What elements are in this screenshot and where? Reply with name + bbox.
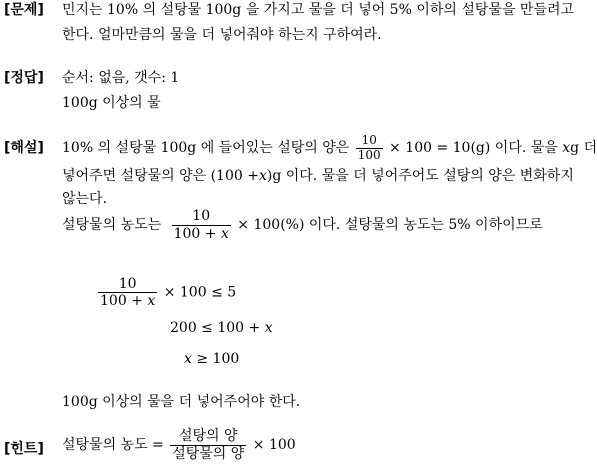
fraction-numerator: 설탕의 양 — [179, 428, 238, 445]
explanation-line-3: 않는다. — [62, 191, 108, 207]
explanation-conclusion: 100g 이상의 물을 더 넣어주어야 한다. — [62, 394, 301, 410]
variable-x: x — [184, 351, 192, 367]
explanation-line-2 — [62, 166, 574, 186]
equation-3-rhs: ≥ 100 — [196, 351, 240, 367]
explanation-line-4-pre: 설탕물의 농도는 — [62, 217, 162, 233]
hint-label: [힌트] — [4, 441, 44, 457]
equation-1-fraction — [98, 276, 157, 309]
variable-x: x — [264, 320, 273, 336]
explanation-line-1-post: × 100 = 10(g) 이다. 물을 — [389, 140, 558, 156]
problem-line-2: 한다. 얼마만큼의 물을 더 넣어줘야 하는지 구하여라. — [62, 27, 382, 43]
fraction-numerator: 10 — [118, 276, 137, 292]
hint-post: × 100 — [252, 437, 296, 453]
fraction-numerator: 10 — [192, 208, 211, 225]
answer-label: [정답] — [4, 70, 44, 86]
fraction-denominator: 100 — [357, 147, 381, 162]
explanation-line-2-pre: 넣어주면 설탕물의 양은 (100 + — [62, 168, 259, 184]
variable-x: x — [258, 168, 267, 184]
explanation-line-1 — [62, 132, 597, 164]
equation-2-lhs: 200 ≤ 100 + — [170, 320, 261, 336]
answer-line-1: 순서: 없음, 갯수: 1 — [62, 70, 180, 86]
concentration-fraction — [172, 208, 231, 241]
explanation-line-4-post: × 100(%) 이다. 설탕물의 농도는 5% 이하이므로 — [237, 217, 543, 233]
fraction-denominator: 100 + x — [100, 293, 156, 310]
explanation-line-1-pre: 10% 의 설탕물 100g 에 들어있는 설탕의 양은 — [62, 140, 350, 156]
variable-x: x — [562, 140, 571, 156]
fraction-denominator: 설탕물의 양 — [172, 445, 245, 462]
hint-line — [62, 425, 296, 465]
problem-line-1: 민지는 10% 의 설탕물 100g 을 가지고 물을 더 넣어 5% 이하의 설탕물을 만들려고 — [62, 2, 575, 18]
equation-2 — [170, 318, 273, 338]
fraction-numerator: 10 — [361, 132, 377, 147]
answer-line-2: 100g 이상의 물 — [62, 95, 161, 111]
explanation-line-1-tail: g 더 — [570, 140, 597, 156]
problem-label: [문제] — [4, 2, 44, 18]
fraction-10-over-100 — [356, 134, 383, 163]
explanation-label: [해설] — [4, 140, 44, 156]
fraction-denominator: 100 + x — [173, 225, 229, 242]
hint-pre: 설탕물의 농도 = — [62, 437, 164, 453]
explanation-line-4 — [62, 206, 543, 244]
equation-1 — [96, 276, 236, 309]
hint-fraction — [170, 428, 246, 461]
equation-1-rhs: × 100 ≤ 5 — [163, 284, 237, 301]
equation-3 — [184, 349, 239, 369]
explanation-line-2-post: )g 이다. 물을 더 넣어주어도 설탕의 양은 변화하지 — [266, 168, 574, 184]
